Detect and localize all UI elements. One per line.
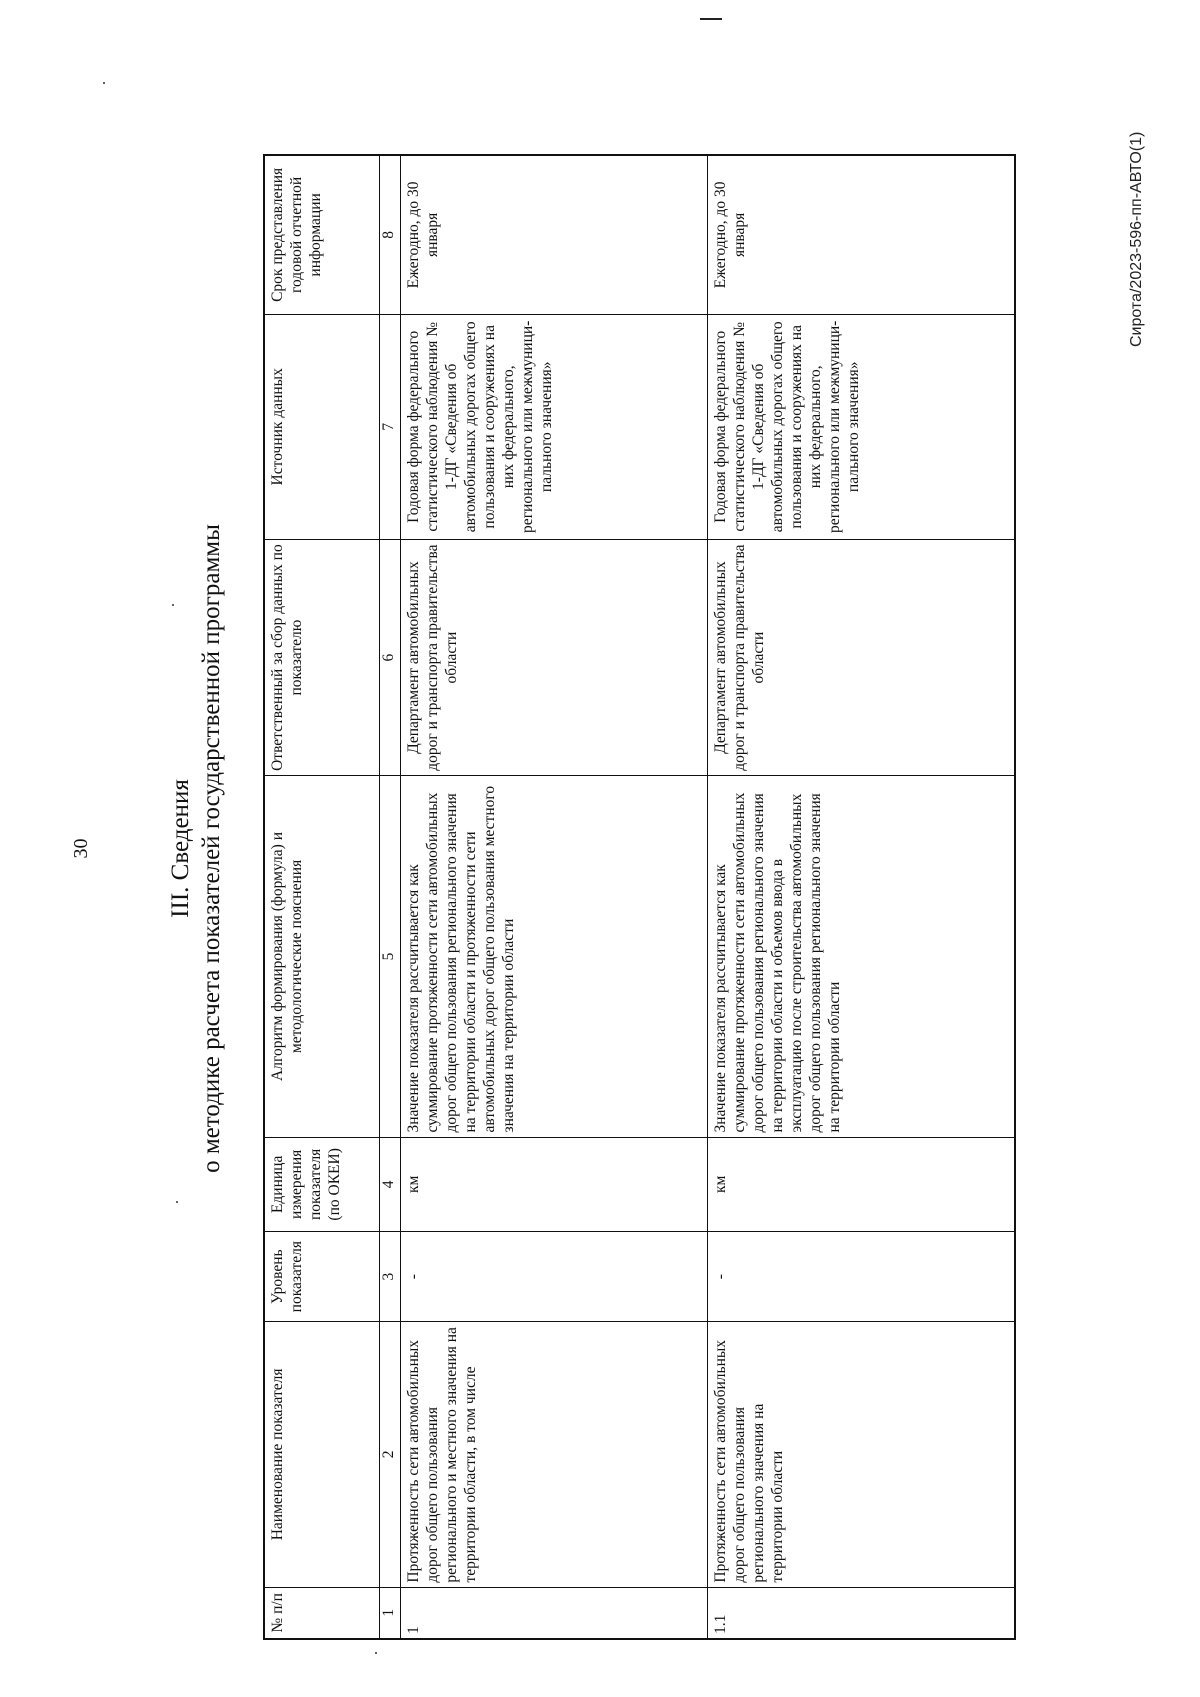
scan-speck [176,1201,178,1203]
scan-speck [172,604,174,606]
scan-mark [700,18,722,20]
indicator-algorithm: Значение показателя рассчитывается как суммирование протяженности сети автомобильных дорог общего пользования регионального значения на территории области и протяженности сети автомобильных дорог общего пользования местного значения на территории области [401,776,708,1137]
indicator-algorithm: Значение показателя рассчитывается как суммирование протяженности сети автомобильных дорог общего пользования регионального значения на территории области и объемов ввода в эксплуатацию после строительства автомобильных дорог общего пользования регионального значения на территории области [708,776,1016,1137]
table-row [401,155,708,1639]
column-number: 1 [380,1587,401,1639]
page-title [165,0,227,1697]
column-number: 6 [380,539,401,776]
header-cell: Единица измерения показателя (по ОКЕИ) [264,1137,380,1232]
column-number: 8 [380,155,401,314]
document-footer-code: Сирота/2023-596-пп-АВТО(1) [1128,131,1145,347]
header-cell: Уровень показателя [264,1232,380,1322]
header-cell: Наименование показателя [264,1322,380,1587]
header-cell: Источник данных [264,314,380,539]
indicator-responsible: Департамент автомобильных дорог и транспорта правительства области [708,539,1016,776]
header-row [264,155,380,1639]
row-number: 1.1 [708,1587,1016,1639]
indicator-deadline: Ежегодно, до 30 января [708,155,1016,314]
scan-speck [103,82,105,84]
column-number: 4 [380,1137,401,1232]
header-cell: № п/п [264,1587,380,1639]
column-number: 5 [380,776,401,1137]
indicator-name: Протяженность сети автомобильных дорог общего пользования регионального значения на территории области [708,1322,1016,1587]
indicator-unit: км [401,1137,708,1232]
indicator-source: Годовая форма федерального статистического наблюдения № 1-ДГ «Сведения об автомобильных дорогах общего пользования и сооружениях на них федерального, регионального или межмуници-пального значения» [401,314,708,539]
header-cell: Алгоритм формирования (формула) и методологические пояснения [264,776,380,1137]
table-row [708,155,1016,1639]
column-number: 3 [380,1232,401,1322]
header-cell: Ответственный за сбор данных по показателю [264,539,380,776]
indicators-table [263,154,1016,1640]
title-line-1: III. Сведения [167,779,194,918]
title-line-2: о методике расчета показателей государственной программы [198,524,225,1173]
column-number: 7 [380,314,401,539]
indicator-level: - [401,1232,708,1322]
row-number: 1 [401,1587,708,1639]
column-number: 2 [380,1322,401,1587]
column-number-row [380,155,401,1639]
header-cell: Срок представления годовой отчетной информации [264,155,380,314]
indicator-unit: км [708,1137,1016,1232]
scan-speck [375,1652,377,1654]
indicator-level: - [708,1232,1016,1322]
indicator-deadline: Ежегодно, до 30 января [401,155,708,314]
indicator-name: Протяженность сети автомобильных дорог общего пользования регионального и местного значения на территории области, в том числе [401,1322,708,1587]
indicator-responsible: Департамент автомобильных дорог и транспорта правительства области [401,539,708,776]
indicator-source: Годовая форма федерального статистического наблюдения № 1-ДГ «Сведения об автомобильных дорогах общего пользования и сооружениях на них федерального, регионального или межмуници-пального значения» [708,314,1016,539]
page-number: 30 [70,838,92,859]
